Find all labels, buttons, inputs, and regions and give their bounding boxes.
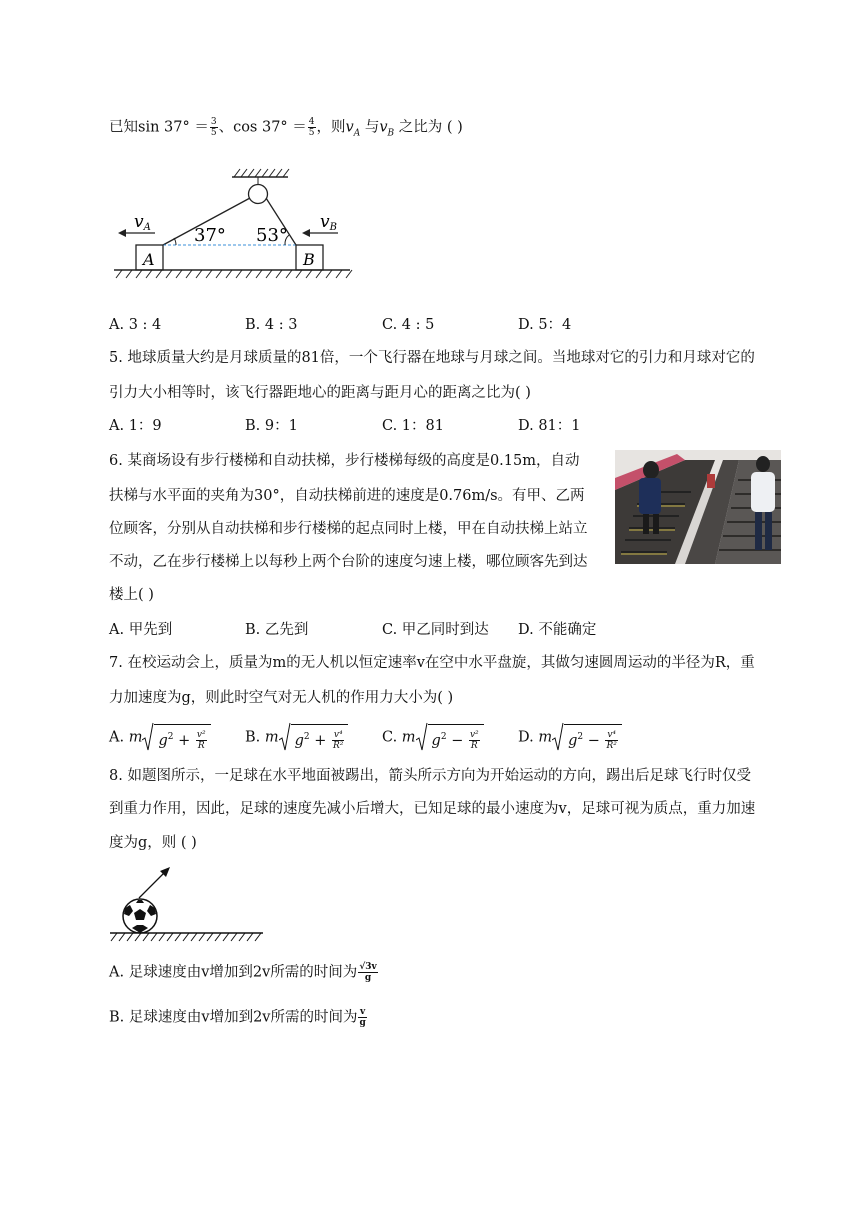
frac-den: 5 [210,128,217,138]
q4-stem-mid2: ，则 [316,119,346,136]
pulley-icon [249,185,268,204]
vb-symbol: v [379,119,388,136]
frac-den: R² [606,741,617,752]
q4-stem-prefix: 已知sin 37° ＝ [109,119,209,136]
fraction [469,730,480,751]
fraction [196,730,207,751]
frac-num: v² [469,730,479,741]
frac-den: g [364,973,372,983]
superscript: 2 [303,732,310,742]
q7-option-a[interactable] [109,724,211,751]
q5-option-b[interactable]: B. 9：1 [245,418,298,434]
fraction [605,730,617,751]
soccer-ball-figure [108,865,268,945]
frac-den: R [197,741,205,752]
frac-num: v⁴ [333,730,343,741]
vb-subscript: B [387,128,395,139]
frac-num: v⁴ [607,730,617,741]
q6-line-3: 位顾客，分别从自动扶梯和步行楼梯的起点同时上楼，甲在自动扶梯上站立 [109,521,588,537]
q5-option-a[interactable]: A. 1：9 [109,418,162,434]
frac-den: R [470,741,478,752]
q4-option-d[interactable]: D. 5：4 [518,317,572,333]
q6-option-b[interactable]: B. 乙先到 [245,622,309,638]
q4-stem [109,117,463,143]
q7-line-1: 7. 在校运动会上，质量为m的无人机以恒定速率v在空中水平盘旋，其做匀速圆周运动的半径为R，重 [109,655,755,671]
q4-option-b[interactable]: B. 4 : 3 [245,317,298,333]
superscript: 2 [440,732,447,742]
arrow-left-icon [118,229,126,237]
q5-line-1: 5. 地球质量大约是月球质量的81倍，一个飞行器在地球与月球之间。当地球对它的引力和月球对它的 [109,350,755,366]
fraction-3-5 [210,117,218,138]
q6-option-c[interactable]: C. 甲乙同时到达 [382,622,489,638]
sqrt-expression [552,724,622,751]
operator: + [178,732,191,749]
q4-option-c[interactable]: C. 4 : 5 [382,317,435,333]
q6-option-d[interactable]: D. 不能确定 [518,622,597,638]
g-symbol: g [294,732,304,749]
va-subscript: A [353,128,361,139]
frac-den: g [359,1018,366,1028]
fraction [332,730,344,751]
q5-line-2: 引力大小相等时，该飞行器距地心的距离与距月心的距离之比为( ) [109,385,531,401]
operator: − [587,732,600,749]
angle-53: 53° [256,225,288,246]
fraction [358,962,377,983]
mass-symbol: m [538,729,553,746]
angle-37: 37° [194,225,226,246]
mass-symbol: m [264,729,279,746]
label-vb: vB [320,212,337,233]
operator: − [451,732,464,749]
sqrt-expression [416,724,484,751]
block-a-label: A [143,250,155,269]
frac-num: v [360,1007,366,1017]
q7-option-c[interactable] [382,724,484,751]
option-text: A. 足球速度由v增加到2v所需的时间为 [109,964,358,981]
operator: + [314,732,327,749]
sqrt-expression [279,724,349,751]
superscript: 2 [577,732,584,742]
option-letter: B. [245,729,261,746]
block-b-label: B [303,250,315,269]
g-symbol: g [431,732,441,749]
option-letter: D. [518,729,534,746]
q4-stem-mid: 、cos 37° ＝ [218,119,307,136]
frac-num: 4 [308,117,315,127]
va-symbol: v [345,119,354,136]
q8-line-2: 到重力作用，因此，足球的速度先减小后增大，已知足球的最小速度为v，足球可视为质点，重力加速 [109,801,756,817]
frac-num: v² [196,730,206,741]
g-symbol: g [158,732,168,749]
q7-option-b[interactable] [245,724,348,751]
escalator-photo [615,450,781,564]
q7-option-d[interactable] [518,724,622,751]
arrow-left-icon [302,229,310,237]
q6-line-2: 扶梯与水平面的夹角为30°，自动扶梯前进的速度是0.76m/s。有甲、乙两 [109,488,585,504]
mass-symbol: m [401,729,416,746]
q4-option-a[interactable]: A. 3 : 4 [109,317,162,333]
label-va: vA [134,212,151,233]
q8-option-b[interactable] [109,1007,368,1028]
q6-line-5: 楼上( ) [109,587,154,603]
sqrt-expression [142,724,210,751]
q4-stem-suffix: 之比为 ( ) [394,119,463,136]
frac-num: √3v [359,962,377,972]
option-letter: A. [109,729,125,746]
g-symbol: g [568,732,578,749]
q5-option-c[interactable]: C. 1：81 [382,418,444,434]
superscript: 2 [167,732,174,742]
frac-den: 5 [308,128,315,138]
fraction-4-5 [308,117,316,138]
frac-num: 3 [210,117,217,127]
option-letter: C. [382,729,398,746]
q8-line-1: 8. 如题图所示，一足球在水平地面被踢出，箭头所示方向为开始运动的方向，踢出后足球飞行时仅受 [109,768,751,784]
frac-den: R² [333,741,344,752]
option-text: B. 足球速度由v增加到2v所需的时间为 [109,1009,358,1026]
q6-option-a[interactable]: A. 甲先到 [109,622,173,638]
mass-symbol: m [128,729,143,746]
q6-line-1: 6. 某商场设有步行楼梯和自动扶梯，步行楼梯每级的高度是0.15m，自动 [109,453,580,469]
q8-option-a[interactable] [109,962,379,983]
q6-line-4: 不动，乙在步行楼梯上以每秒上两个台阶的速度匀速上楼，哪位顾客先到达 [109,554,588,570]
fraction [358,1007,366,1028]
q5-option-d[interactable]: D. 81：1 [518,418,581,434]
q7-line-2: 力加速度为g，则此时空气对无人机的作用力大小为( ) [109,690,454,706]
q4-stem-and: 与 [360,119,380,136]
q8-line-3: 度为g，则 ( ) [109,835,197,851]
pulley-blocks-figure [110,165,360,280]
